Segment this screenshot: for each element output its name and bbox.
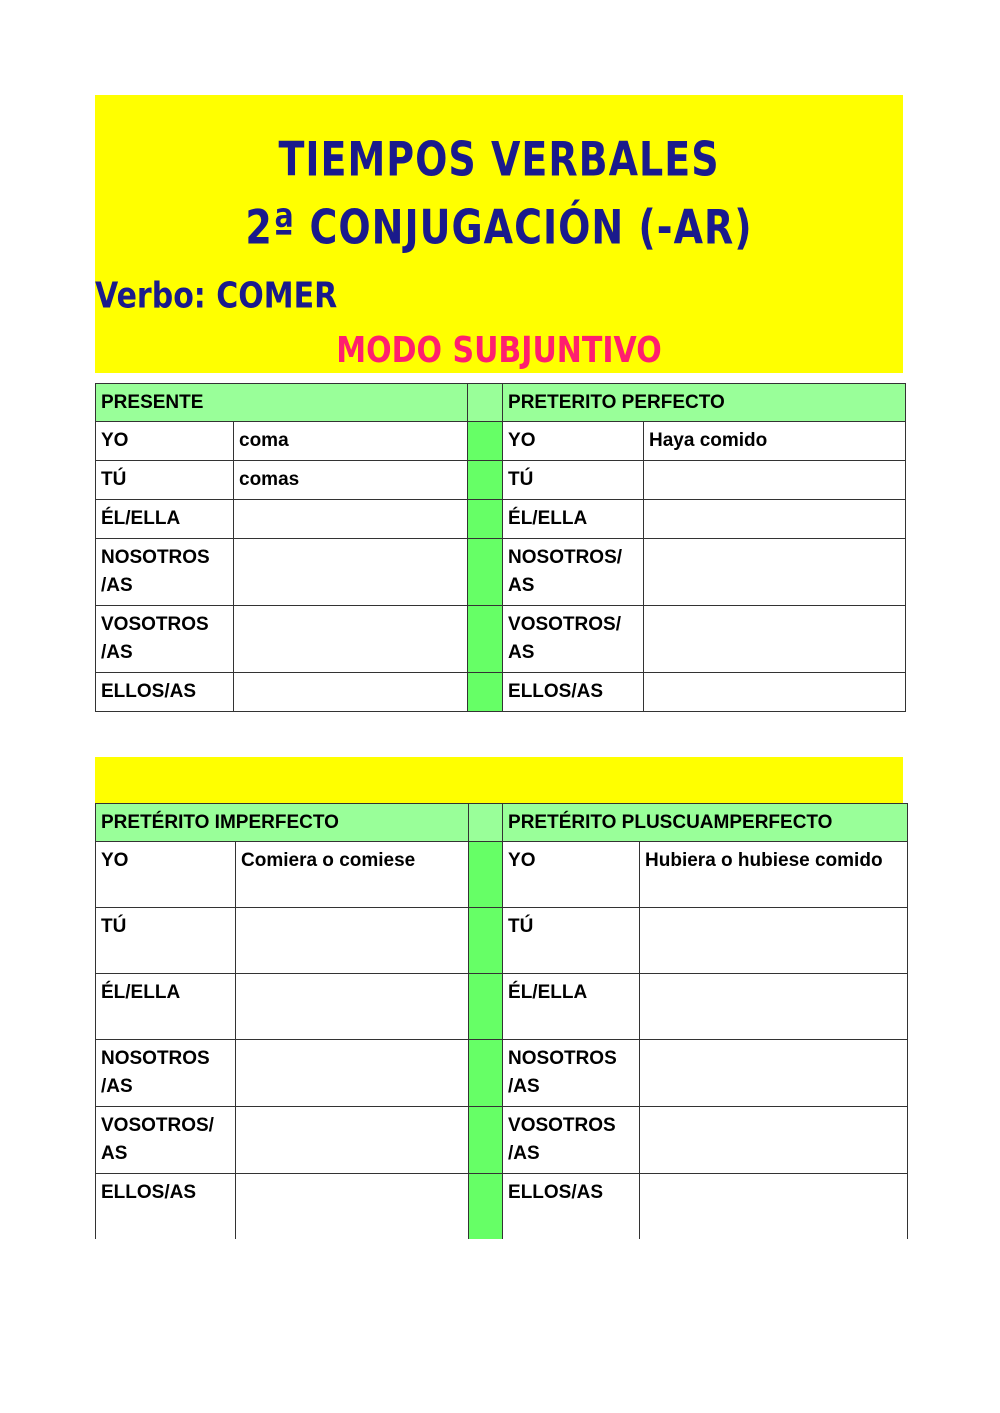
pronoun-cell: ELLOS/AS bbox=[96, 1174, 236, 1240]
separator-cell bbox=[469, 974, 503, 1040]
answer-cell[interactable] bbox=[236, 1107, 469, 1174]
pronoun-cell: VOSOTROS/ AS bbox=[96, 1107, 236, 1174]
table-row bbox=[96, 422, 906, 461]
answer-cell[interactable] bbox=[644, 539, 906, 606]
pronoun-cell: YO bbox=[96, 842, 236, 908]
answer-cell[interactable] bbox=[644, 673, 906, 712]
table-1-body bbox=[96, 384, 906, 712]
table-header-row bbox=[96, 384, 906, 422]
answer-cell[interactable] bbox=[644, 461, 906, 500]
pronoun-cell: VOSOTROS/ AS bbox=[503, 606, 644, 673]
pronoun-cell: NOSOTROS /AS bbox=[503, 1040, 640, 1107]
table-row bbox=[96, 606, 906, 673]
pronoun-cell: YO bbox=[503, 842, 640, 908]
separator-cell bbox=[469, 908, 503, 974]
separator-cell bbox=[468, 384, 503, 422]
pronoun-cell: ÉL/ELLA bbox=[503, 974, 640, 1040]
separator-cell bbox=[468, 461, 503, 500]
separator-cell bbox=[469, 1107, 503, 1174]
pronoun-cell: ELLOS/AS bbox=[503, 1174, 640, 1240]
answer-cell[interactable] bbox=[640, 1174, 908, 1240]
separator-cell bbox=[469, 1174, 503, 1240]
tense-title-right: PRETERITO PERFECTO bbox=[503, 384, 906, 422]
pronoun-cell: NOSOTROS/ AS bbox=[503, 539, 644, 606]
table-row bbox=[96, 842, 908, 908]
answer-cell[interactable]: Haya comido bbox=[644, 422, 906, 461]
tense-title-left: PRESENTE bbox=[96, 384, 468, 422]
pronoun-cell: ELLOS/AS bbox=[503, 673, 644, 712]
separator-cell bbox=[468, 606, 503, 673]
table-row bbox=[96, 539, 906, 606]
answer-cell[interactable]: Hubiera o hubiese comido bbox=[640, 842, 908, 908]
yellow-band bbox=[95, 757, 903, 804]
pronoun-cell: ELLOS/AS bbox=[96, 673, 234, 712]
answer-cell[interactable] bbox=[234, 673, 468, 712]
table-row bbox=[96, 908, 908, 974]
answer-cell[interactable]: coma bbox=[234, 422, 468, 461]
answer-cell[interactable] bbox=[236, 1174, 469, 1240]
table-2-body bbox=[96, 804, 908, 1240]
pronoun-cell: VOSOTROS /AS bbox=[503, 1107, 640, 1174]
table-header-row bbox=[96, 804, 908, 842]
verb-label: Verbo: COMER bbox=[95, 275, 338, 317]
answer-cell[interactable] bbox=[234, 500, 468, 539]
separator-cell bbox=[468, 422, 503, 461]
tense-title-right: PRETÉRITO PLUSCUAMPERFECTO bbox=[503, 804, 908, 842]
answer-cell[interactable] bbox=[640, 1107, 908, 1174]
answer-cell[interactable] bbox=[234, 539, 468, 606]
tense-title-left: PRETÉRITO IMPERFECTO bbox=[96, 804, 469, 842]
page-title: TIEMPOS VERBALES bbox=[278, 131, 720, 187]
page-cut bbox=[90, 1239, 920, 1259]
title-banner bbox=[95, 95, 903, 373]
pronoun-cell: ÉL/ELLA bbox=[96, 500, 234, 539]
answer-cell[interactable] bbox=[644, 606, 906, 673]
table-row bbox=[96, 461, 906, 500]
answer-cell[interactable] bbox=[236, 908, 469, 974]
mood-label: MODO SUBJUNTIVO bbox=[336, 329, 662, 372]
answer-cell[interactable] bbox=[644, 500, 906, 539]
separator-cell bbox=[468, 673, 503, 712]
answer-cell[interactable] bbox=[640, 974, 908, 1040]
pronoun-cell: TÚ bbox=[503, 908, 640, 974]
pronoun-cell: NOSOTROS /AS bbox=[96, 1040, 236, 1107]
pronoun-cell: TÚ bbox=[503, 461, 644, 500]
pronoun-cell: VOSOTROS /AS bbox=[96, 606, 234, 673]
conjugation-table-2 bbox=[95, 803, 908, 1240]
pronoun-cell: NOSOTROS /AS bbox=[96, 539, 234, 606]
answer-cell[interactable] bbox=[236, 1040, 469, 1107]
separator-cell bbox=[469, 842, 503, 908]
answer-cell[interactable]: Comiera o comiese bbox=[236, 842, 469, 908]
table-row bbox=[96, 974, 908, 1040]
answer-cell[interactable] bbox=[640, 1040, 908, 1107]
pronoun-cell: TÚ bbox=[96, 908, 236, 974]
table-row bbox=[96, 673, 906, 712]
answer-cell[interactable] bbox=[234, 606, 468, 673]
separator-cell bbox=[468, 539, 503, 606]
pronoun-cell: ÉL/ELLA bbox=[96, 974, 236, 1040]
table-row bbox=[96, 1040, 908, 1107]
separator-cell bbox=[468, 500, 503, 539]
table-row bbox=[96, 500, 906, 539]
answer-cell[interactable] bbox=[640, 908, 908, 974]
answer-cell[interactable] bbox=[236, 974, 469, 1040]
pronoun-cell: YO bbox=[503, 422, 644, 461]
separator-cell bbox=[469, 804, 503, 842]
conjugation-table-1 bbox=[95, 383, 906, 712]
answer-cell[interactable]: comas bbox=[234, 461, 468, 500]
conjugation-subtitle: 2ª CONJUGACIÓN (-AR) bbox=[245, 199, 753, 255]
pronoun-cell: ÉL/ELLA bbox=[503, 500, 644, 539]
table-row bbox=[96, 1174, 908, 1240]
pronoun-cell: TÚ bbox=[96, 461, 234, 500]
separator-cell bbox=[469, 1040, 503, 1107]
table-row bbox=[96, 1107, 908, 1174]
pronoun-cell: YO bbox=[96, 422, 234, 461]
